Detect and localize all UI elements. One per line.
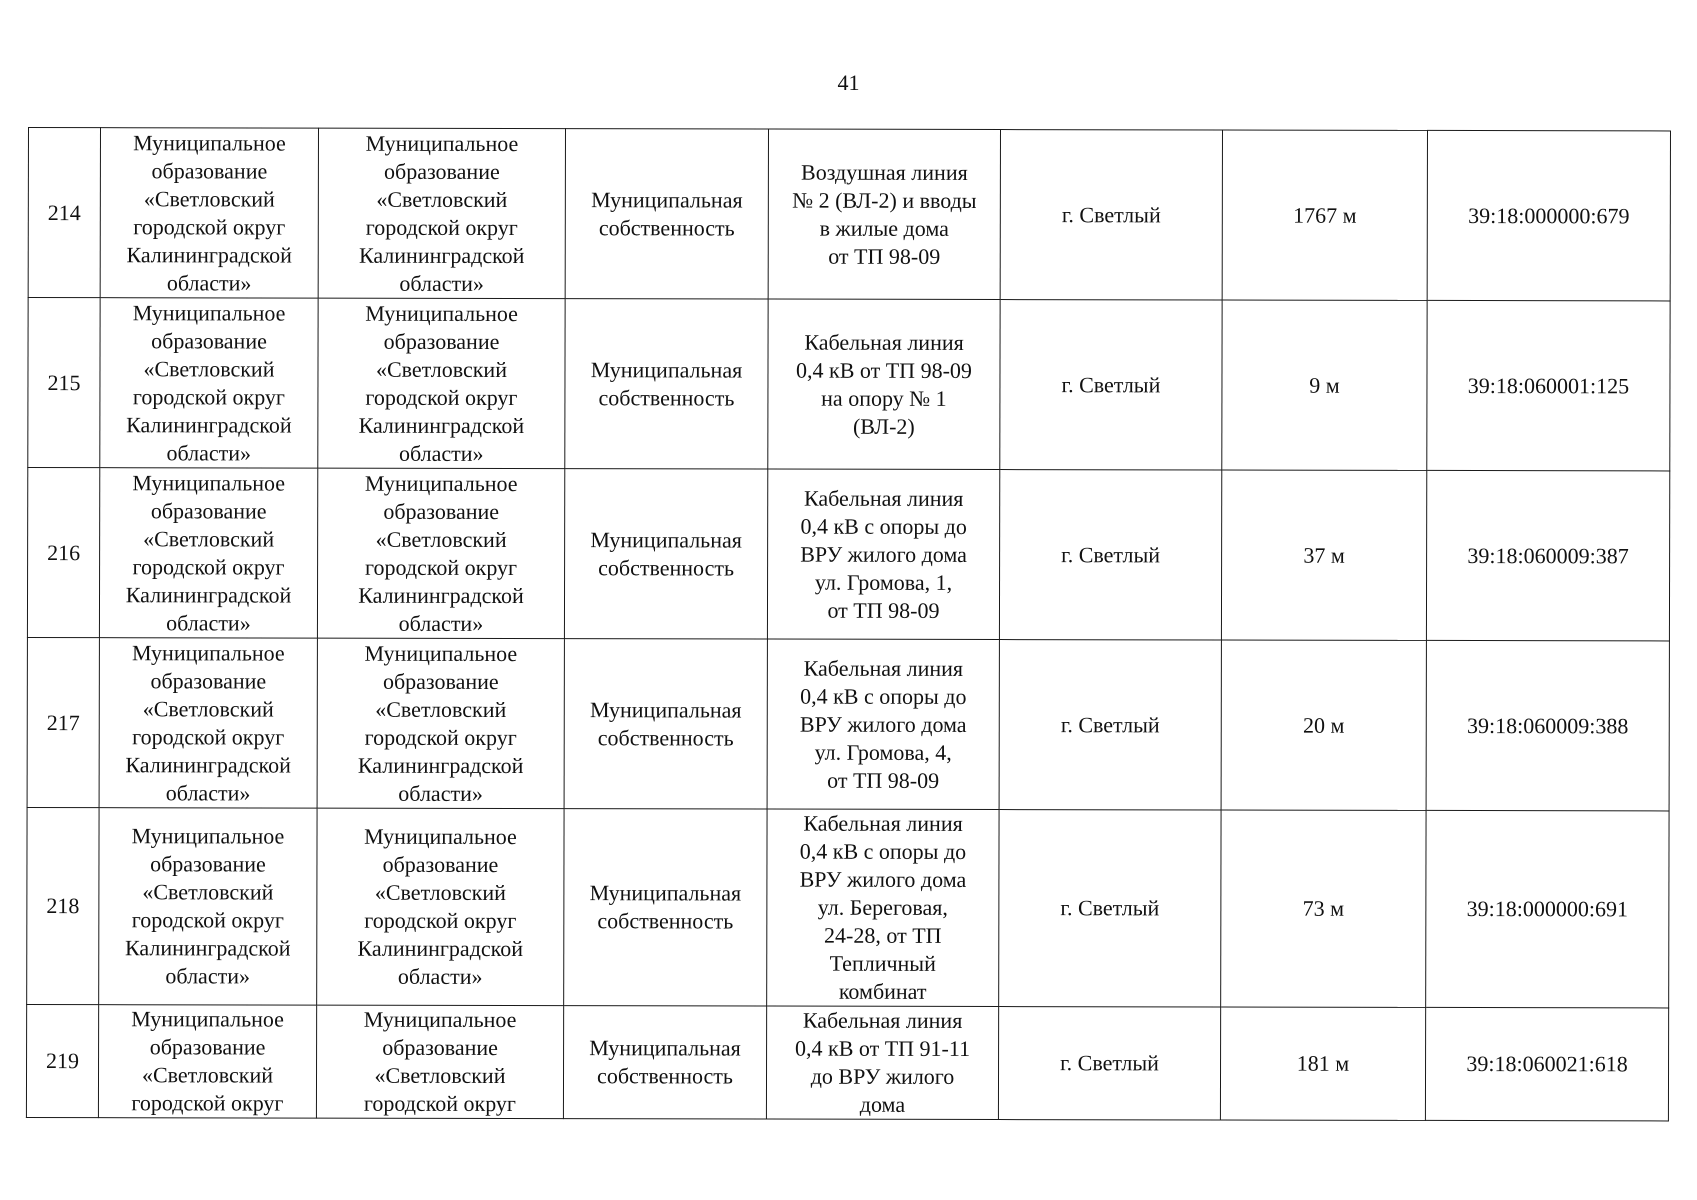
row-number-cell: 217 — [27, 637, 99, 807]
right-type-cell: Муниципальная собственность — [564, 809, 767, 1006]
holder-cell: Муниципальное образование «Светловский городской округ Калининградской области» — [317, 808, 564, 1006]
object-description-cell: Кабельная линия 0,4 кВ с опоры до ВРУ жилого дома ул. Громова, 4, от ТП 98-09 — [767, 639, 999, 809]
page-number: 41 — [837, 70, 860, 95]
cadastral-number-cell: 39:18:060009:388 — [1426, 640, 1669, 811]
address-cell: г. Светлый — [998, 1007, 1220, 1120]
table-row — [26, 1004, 1668, 1120]
address-cell: г. Светлый — [999, 470, 1221, 640]
owner-cell: Муниципальное образование «Светловский городской округ Калининградской области» — [100, 298, 318, 468]
object-description-cell: Кабельная линия 0,4 кВ от ТП 91-11 до ВРУ жилого дома — [766, 1006, 998, 1119]
right-type-cell: Муниципальная собственность — [565, 299, 768, 469]
row-number-cell: 215 — [28, 298, 100, 468]
right-type-cell: Муниципальная собственность — [564, 469, 767, 639]
address-cell: г. Светлый — [1000, 300, 1222, 470]
right-type-cell: Муниципальная собственность — [563, 1006, 766, 1119]
object-description-cell: Кабельная линия 0,4 кВ от ТП 98-09 на опору № 1 (ВЛ-2) — [768, 299, 1000, 469]
length-cell: 37 м — [1221, 470, 1426, 640]
address-cell: г. Светлый — [999, 640, 1221, 810]
cadastral-number-cell: 39:18:060009:387 — [1426, 470, 1669, 641]
row-number-cell: 214 — [28, 128, 100, 298]
owner-cell: Муниципальное образование «Светловский городской округ Калининградской области» — [99, 468, 317, 638]
holder-cell: Муниципальное образование «Светловский городской округ Калининградской области» — [318, 128, 565, 299]
length-cell: 73 м — [1221, 810, 1426, 1007]
table-row — [27, 637, 1669, 810]
object-description-cell: Воздушная линия № 2 (ВЛ-2) и вводы в жилые дома от ТП 98-09 — [768, 129, 1000, 299]
holder-cell: Муниципальное образование «Светловский городской округ Калининградской области» — [317, 468, 564, 639]
length-cell: 181 м — [1220, 1007, 1425, 1120]
cadastral-number-cell: 39:18:000000:679 — [1427, 130, 1670, 301]
length-cell: 9 м — [1222, 300, 1427, 470]
owner-cell: Муниципальное образование «Светловский городской округ Калининградской области» — [100, 128, 318, 298]
right-type-cell: Муниципальная собственность — [564, 639, 767, 809]
length-cell: 20 м — [1221, 640, 1426, 810]
address-cell: г. Светлый — [1000, 130, 1222, 300]
right-type-cell: Муниципальная собственность — [565, 129, 768, 299]
length-cell: 1767 м — [1222, 130, 1427, 300]
owner-cell: Муниципальное образование «Светловский городской округ — [98, 1005, 316, 1118]
row-number-cell: 219 — [26, 1004, 98, 1117]
object-description-cell: Кабельная линия 0,4 кВ с опоры до ВРУ жилого дома ул. Громова, 1, от ТП 98-09 — [767, 469, 999, 639]
holder-cell: Муниципальное образование «Светловский городской округ — [316, 1005, 563, 1119]
holder-cell: Муниципальное образование «Светловский городской округ Калининградской области» — [317, 638, 564, 809]
cadastral-number-cell: 39:18:000000:691 — [1426, 810, 1669, 1008]
table-row — [27, 468, 1669, 641]
address-cell: г. Светлый — [999, 810, 1221, 1007]
owner-cell: Муниципальное образование «Светловский городской округ Калининградской области» — [99, 638, 317, 808]
table-row — [27, 807, 1669, 1007]
table-row — [28, 128, 1670, 301]
owner-cell: Муниципальное образование «Светловский городской округ Калининградской области» — [99, 808, 317, 1005]
holder-cell: Муниципальное образование «Светловский городской округ Калининградской области» — [318, 298, 565, 469]
cadastral-number-cell: 39:18:060001:125 — [1427, 300, 1670, 471]
cadastral-number-cell: 39:18:060021:618 — [1425, 1007, 1668, 1121]
object-description-cell: Кабельная линия 0,4 кВ с опоры до ВРУ жилого дома ул. Береговая, 24-28, от ТП Тепличный комбинат — [767, 809, 999, 1006]
table-row — [28, 298, 1670, 471]
row-number-cell: 218 — [27, 807, 99, 1004]
row-number-cell: 216 — [27, 468, 99, 638]
property-registry-table — [26, 127, 1671, 1121]
